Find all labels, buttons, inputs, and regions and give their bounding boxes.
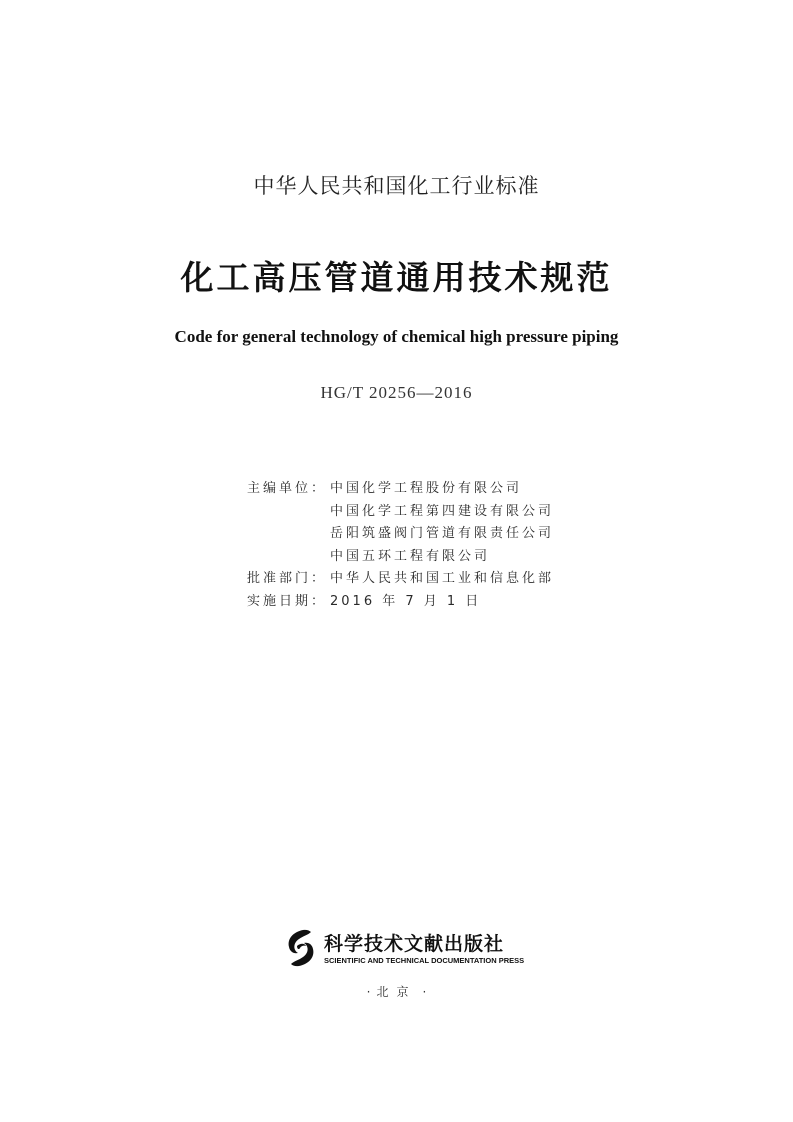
editor-name: 中国化学工程股份有限公司 <box>330 481 523 496</box>
editor-name: 岳阳筑盛阀门管道有限责任公司 <box>330 526 555 542</box>
editor-row <box>247 546 554 569</box>
publisher-block <box>0 926 793 976</box>
document-title-cn: 化工高压管道通用技术规范 <box>180 258 613 297</box>
editor-label: 主编单位： <box>247 481 328 496</box>
editor-row <box>247 478 554 501</box>
editor-row <box>247 501 554 524</box>
dot-separator: · <box>422 985 427 999</box>
publisher-name-en: SCIENTIFIC AND TECHNICAL DOCUMENTATION PRESS <box>324 956 525 965</box>
city-name: 北京 <box>376 985 417 999</box>
standard-code: HG/T 20256—2016 <box>320 383 473 402</box>
editor-row <box>247 523 554 546</box>
approver-name: 中华人民共和国工业和信息化部 <box>330 571 555 587</box>
publisher-logo-icon <box>283 928 319 968</box>
date-row <box>247 591 554 614</box>
industry-standard-heading: 中华人民共和国化工行业标准 <box>253 174 540 198</box>
editor-name: 中国五环工程有限公司 <box>330 548 491 564</box>
effective-date: 2016 年 7 月 1 日 <box>330 593 482 609</box>
editor-name: 中国化学工程第四建设有限公司 <box>330 503 555 519</box>
publisher-city <box>0 983 793 1000</box>
approver-row <box>247 568 554 591</box>
date-label: 实施日期： <box>247 593 328 609</box>
document-title-en: Code for general technology of chemical high pressure piping <box>174 327 619 346</box>
publisher-name-cn: 科学技术文献出版社 <box>324 933 505 955</box>
approver-label: 批准部门： <box>247 571 328 587</box>
dot-separator: · <box>366 985 371 999</box>
publication-info <box>247 478 554 614</box>
